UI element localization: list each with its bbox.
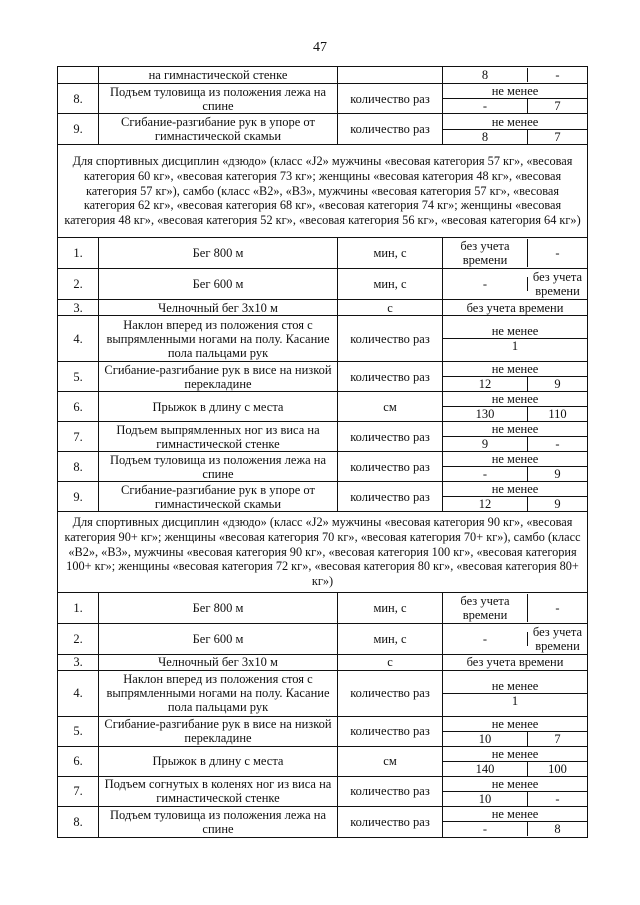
row-number: 3. (58, 654, 99, 670)
unit-cell: количество раз (338, 362, 443, 392)
norm-header: не менее (443, 362, 587, 377)
norm-header: не менее (443, 482, 587, 497)
table-row (58, 482, 588, 512)
norm-header: не менее (443, 717, 587, 732)
exercise-name: Бег 800 м (99, 592, 338, 623)
norm-value-right: без учета времени (532, 624, 583, 653)
norm-values (443, 497, 587, 511)
page-number: 47 (313, 40, 327, 55)
table-row (58, 806, 588, 837)
norm-value-left: без учета времени (443, 594, 528, 622)
norm-header: не менее (443, 324, 587, 339)
unit-cell: мин, с (338, 592, 443, 623)
norm-header: не менее (443, 807, 587, 822)
norm-cell (443, 670, 588, 716)
norm-value-left: 9 (443, 437, 528, 451)
table-row (58, 362, 588, 392)
norm-value: 1 (511, 339, 519, 353)
norm-value-right: 9 (554, 467, 561, 481)
norm-cell (443, 806, 588, 837)
row-number (58, 67, 99, 84)
row-number: 5. (58, 362, 99, 392)
norm-values (443, 407, 587, 421)
norm-value-right: - (555, 68, 560, 82)
norm-value: 1 (511, 693, 519, 708)
norm-value-left: 130 (443, 407, 528, 421)
exercise-name: Бег 800 м (99, 238, 338, 269)
row-number: 8. (58, 806, 99, 837)
norm-value-right: 9 (554, 497, 561, 511)
unit-cell: мин, с (338, 269, 443, 300)
unit-cell: мин, с (338, 238, 443, 269)
table-row (58, 623, 588, 654)
exercise-name: Прыжок в длину с места (99, 746, 338, 776)
norm-header: не менее (443, 84, 587, 99)
norm-values (443, 300, 587, 315)
norm-cell (443, 654, 588, 670)
norm-value-left: - (443, 277, 528, 291)
norm-value-left: - (443, 822, 528, 836)
norm-value-left: 10 (443, 792, 528, 806)
norm-value-right: 9 (554, 377, 561, 391)
unit-cell: количество раз (338, 84, 443, 114)
exercise-name: Подъем согнутых в коленях ног из виса на гимнастической стенке (99, 776, 338, 806)
norm-value-right: - (555, 437, 560, 451)
exercise-name: Прыжок в длину с места (99, 392, 338, 422)
table-row (58, 776, 588, 806)
norm-cell (443, 362, 588, 392)
unit-cell: с (338, 300, 443, 316)
norm-values (443, 762, 587, 776)
norm-values (443, 269, 587, 299)
norm-cell (443, 746, 588, 776)
norm-value-right: 8 (554, 822, 561, 837)
norm-value-right: 100 (548, 761, 567, 776)
row-number: 8. (58, 84, 99, 114)
norm-cell (443, 269, 588, 300)
table-row (58, 746, 588, 776)
norm-cell (443, 67, 588, 84)
table-row (58, 269, 588, 300)
row-number: 7. (58, 776, 99, 806)
norm-value-left: 8 (443, 130, 528, 144)
norm-values (443, 694, 587, 708)
row-number: 2. (58, 623, 99, 654)
norm-value-left: - (443, 99, 528, 113)
section-row (58, 145, 588, 238)
norm-values (443, 377, 587, 391)
norm-cell (443, 392, 588, 422)
norm-header: не менее (443, 422, 587, 437)
norm-value-left: 10 (443, 732, 528, 746)
unit-cell: количество раз (338, 452, 443, 482)
exercise-name: Подъем туловища из положения лежа на спине (99, 806, 338, 837)
norm-value-left: 8 (443, 68, 528, 82)
unit-cell: количество раз (338, 482, 443, 512)
norm-cell (443, 482, 588, 512)
table-row (58, 654, 588, 670)
exercise-name: Наклон вперед из положения стоя с выпрямленными ногами на полу. Касание пола пальцами рук (99, 670, 338, 716)
unit-cell: см (338, 746, 443, 776)
unit-cell: количество раз (338, 670, 443, 716)
exercise-name: Бег 600 м (99, 269, 338, 300)
norm-values (443, 467, 587, 481)
norm-cell (443, 452, 588, 482)
norm-values (443, 339, 587, 353)
table-row (58, 422, 588, 452)
row-number: 7. (58, 422, 99, 452)
exercise-name: Сгибание-разгибание рук в упоре от гимнастической скамьи (99, 114, 338, 145)
exercise-name: Наклон вперед из положения стоя с выпрямленными ногами на полу. Касание пола пальцами рук (99, 316, 338, 362)
norm-values (443, 130, 587, 144)
row-number: 6. (58, 746, 99, 776)
norm-value-right: - (555, 791, 560, 806)
norm-header: не менее (443, 115, 587, 130)
row-number: 1. (58, 238, 99, 269)
table-row (58, 716, 588, 746)
norm-values (443, 732, 587, 746)
norm-cell (443, 316, 588, 362)
norm-header: не менее (443, 777, 587, 792)
unit-cell (338, 67, 443, 84)
norm-cell (443, 84, 588, 114)
norm-values (443, 593, 587, 623)
norm-values (443, 99, 587, 113)
norm-cell (443, 776, 588, 806)
norm-value-left: - (443, 632, 528, 646)
norm-cell (443, 592, 588, 623)
norm-header: не менее (443, 452, 587, 467)
exercise-name: Подъем туловища из положения лежа на спине (99, 452, 338, 482)
exercise-name: Подъем туловища из положения лежа на спине (99, 84, 338, 114)
exercise-name: Сгибание-разгибание рук в упоре от гимнастической скамьи (99, 482, 338, 512)
norm-header: не менее (443, 392, 587, 407)
exercise-name: на гимнастической стенке (99, 67, 338, 84)
norm-value-right: 7 (554, 129, 561, 144)
table-row (58, 392, 588, 422)
norm-cell (443, 716, 588, 746)
row-number: 3. (58, 300, 99, 316)
unit-cell: количество раз (338, 422, 443, 452)
section-row (58, 512, 588, 593)
table-row (58, 316, 588, 362)
row-number: 5. (58, 716, 99, 746)
row-number: 8. (58, 452, 99, 482)
norm-value-left: 12 (443, 377, 528, 391)
table-row (58, 238, 588, 269)
norm-value-right: 110 (548, 407, 567, 421)
table-row (58, 84, 588, 114)
unit-cell: см (338, 392, 443, 422)
norm-value-right: 7 (554, 731, 561, 746)
table-row (58, 670, 588, 716)
exercise-name: Подъем выпрямленных ног из виса на гимнастической стенке (99, 422, 338, 452)
row-number: 1. (58, 592, 99, 623)
row-number: 6. (58, 392, 99, 422)
unit-cell: количество раз (338, 114, 443, 145)
unit-cell: мин, с (338, 623, 443, 654)
section-heading: Для спортивных дисциплин «дзюдо» (класс «J2» мужчины «весовая категория 57 кг», «весовая категория 60 кг», «весовая категория 73 кг»; женщины «весовая категория 48 кг», «весовая категория 57 кг»), самбо (класс «В2», «В3», мужчины «весовая категория 57 кг», «весовая категория 62 кг», «весовая категория 68 кг», «весовая категория 74 кг»; женщины «весовая категория 48 кг», «весовая категория 52 кг», «весовая категория 56 кг», «весовая категория 64 кг») (58, 145, 588, 238)
unit-cell: количество раз (338, 776, 443, 806)
unit-cell: количество раз (338, 806, 443, 837)
norm-value-right: 7 (554, 99, 561, 113)
norm-values (443, 655, 587, 670)
norm-value-left: - (443, 467, 528, 481)
norm-value: без учета времени (466, 300, 564, 315)
row-number: 2. (58, 269, 99, 300)
norm-values (443, 822, 587, 836)
exercise-name: Бег 600 м (99, 623, 338, 654)
unit-cell: количество раз (338, 716, 443, 746)
table-row (58, 300, 588, 316)
table-row (58, 452, 588, 482)
norm-cell (443, 300, 588, 316)
table-row (58, 592, 588, 623)
norm-cell (443, 623, 588, 654)
exercise-name: Сгибание-разгибание рук в висе на низкой перекладине (99, 362, 338, 392)
unit-cell: количество раз (338, 316, 443, 362)
table-row (58, 114, 588, 145)
norm-cell (443, 238, 588, 269)
row-number: 4. (58, 670, 99, 716)
norm-value-right: без учета времени (532, 270, 583, 298)
norm-value-left: 140 (443, 762, 528, 776)
norm-values (443, 792, 587, 806)
row-number: 9. (58, 482, 99, 512)
norm-header: не менее (443, 747, 587, 762)
exercise-name: Челночный бег 3х10 м (99, 654, 338, 670)
row-number: 4. (58, 316, 99, 362)
norm-value-left: без учета времени (443, 239, 528, 267)
exercise-name: Челночный бег 3х10 м (99, 300, 338, 316)
standards-table-body (58, 67, 588, 838)
row-number: 9. (58, 114, 99, 145)
norm-value: без учета времени (466, 655, 564, 670)
table-row (58, 67, 588, 84)
unit-cell: с (338, 654, 443, 670)
norm-value-right: - (555, 600, 560, 615)
norm-cell (443, 422, 588, 452)
norm-header: не менее (443, 679, 587, 694)
norm-value-right: - (555, 246, 560, 260)
norm-value-left: 12 (443, 497, 528, 511)
norm-values (443, 238, 587, 268)
norm-values (443, 437, 587, 451)
standards-table (57, 66, 588, 838)
norm-cell (443, 114, 588, 145)
exercise-name: Сгибание-разгибание рук в висе на низкой перекладине (99, 716, 338, 746)
norm-values (443, 624, 587, 654)
norm-values (443, 67, 587, 83)
section-heading: Для спортивных дисциплин «дзюдо» (класс «J2» мужчины «весовая категория 90 кг», «весовая категория 90+ кг»; женщины «весовая категория 70 кг», «весовая категория 70+ кг»), самбо (класс «В2», «В3», мужчины «весовая категория 90 кг», «весовая категория 100 кг», «весовая категория 100+ кг»; женщины «весовая категория 72 кг», «весовая категория 80 кг», «весовая категория 80+ кг») (58, 512, 588, 593)
